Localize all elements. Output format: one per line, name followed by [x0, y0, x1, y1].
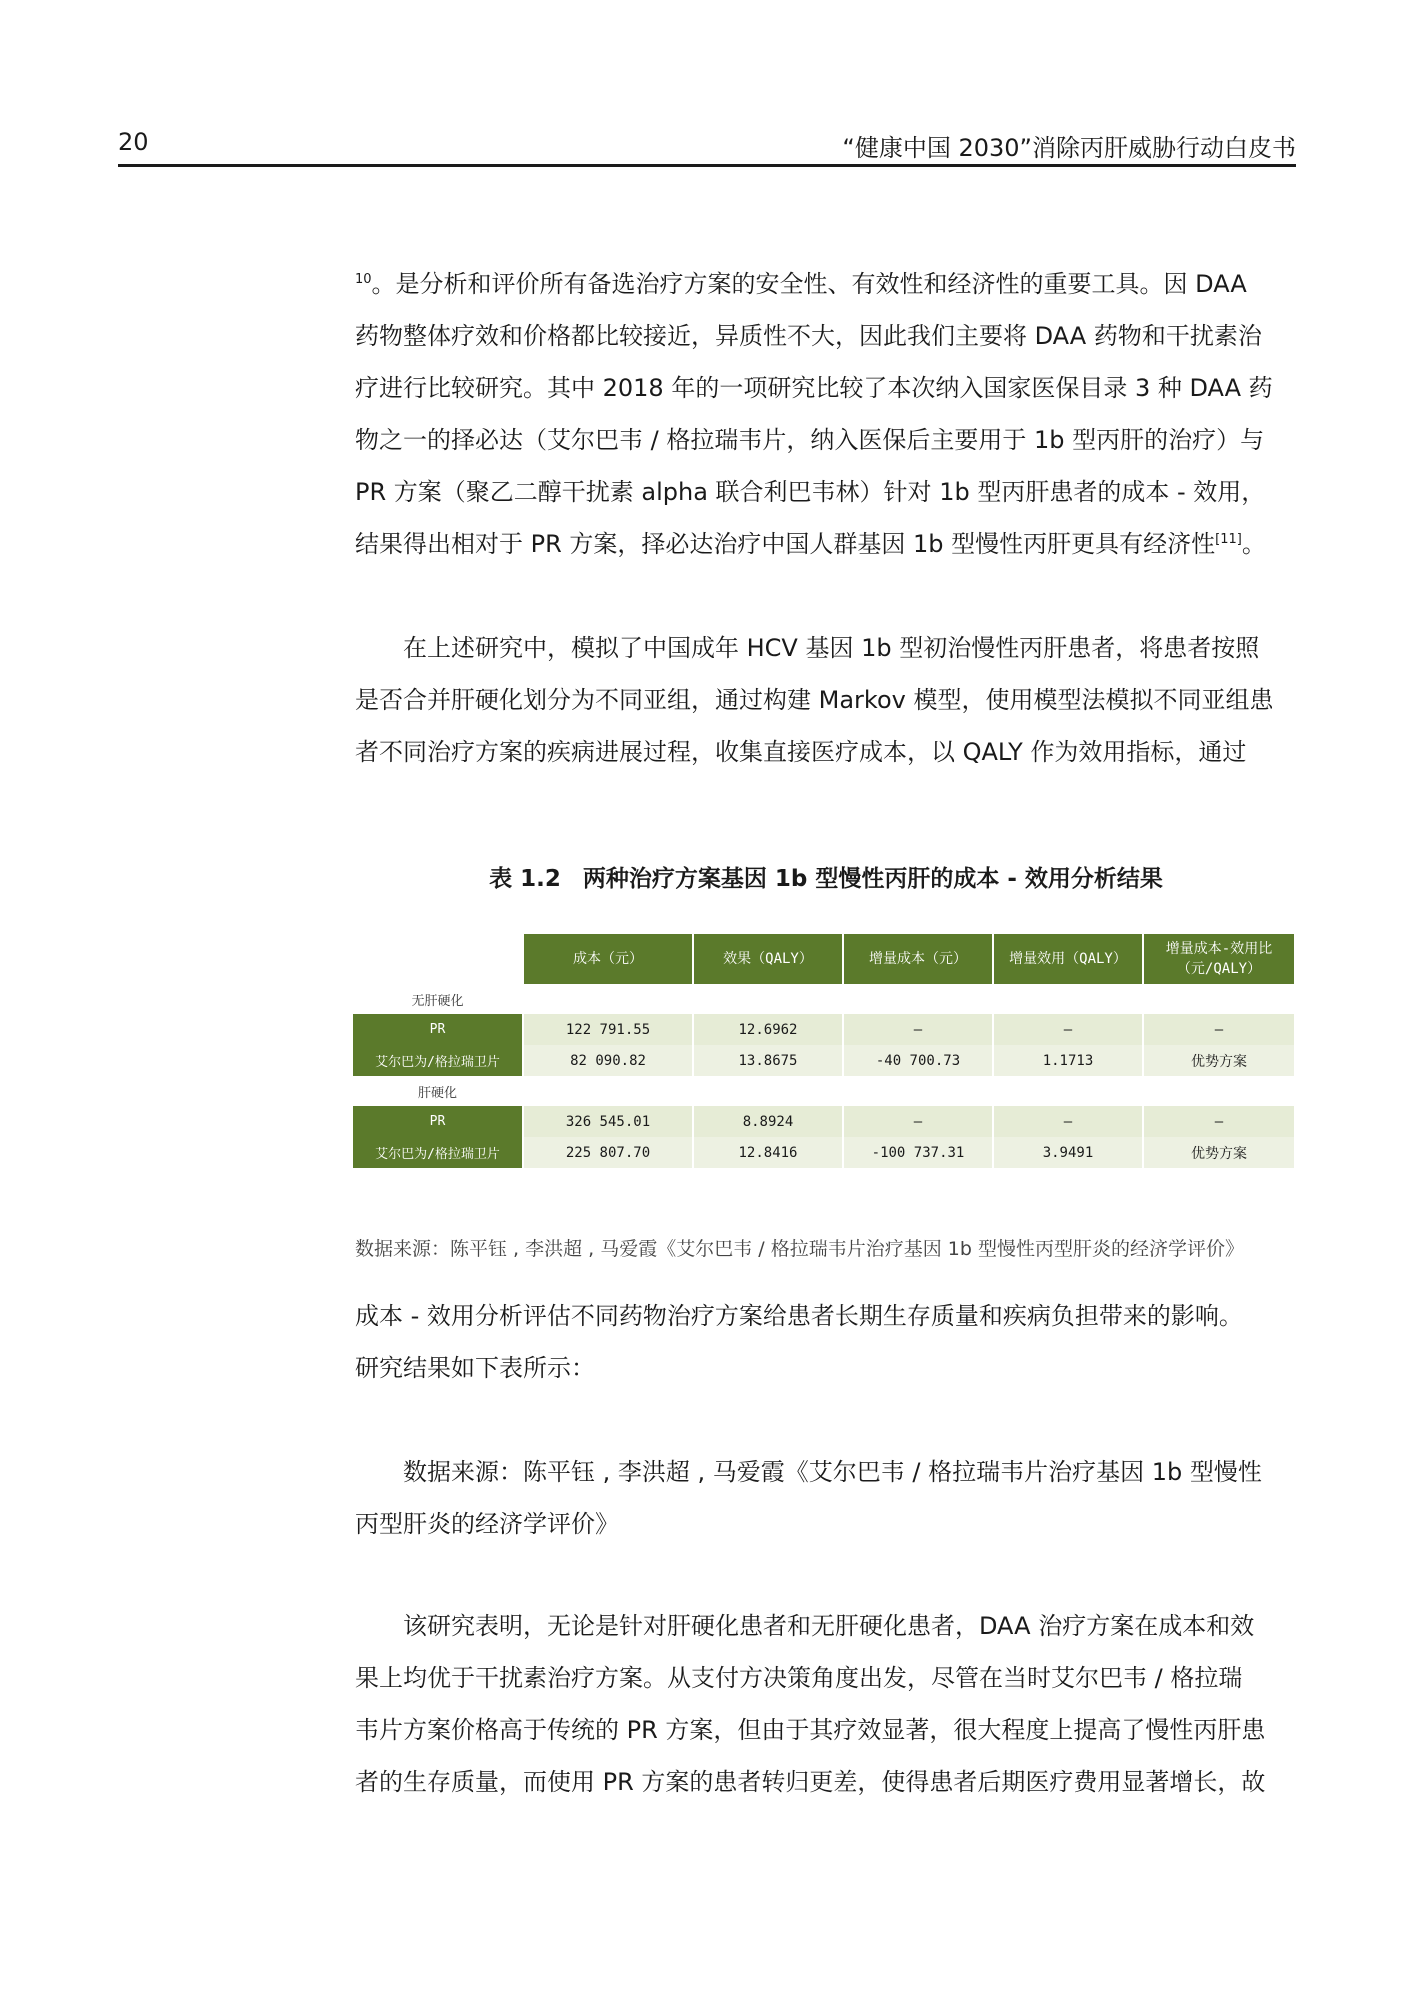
table-header-row: [353, 934, 1295, 984]
cell-icer: 优势方案: [1143, 1137, 1295, 1168]
cell-incremental-effect: –: [993, 1106, 1143, 1137]
row-label: PR: [353, 1014, 523, 1045]
text-line: 物之一的择必达（艾尔巴韦 / 格拉瑞韦片，纳入医保后主要用于 1b 型丙肝的治疗）与: [355, 426, 1265, 454]
text-line: 该研究表明，无论是针对肝硬化患者和无肝硬化患者，DAA 治疗方案在成本和效: [403, 1612, 1255, 1640]
text-line: 成本 - 效用分析评估不同药物治疗方案给患者长期生存质量和疾病负担带来的影响。: [355, 1302, 1243, 1330]
row-label: 艾尔巴为/格拉瑞卫片: [353, 1137, 523, 1168]
text-line: 结果得出相对于 PR 方案，择必达治疗中国人群基因 1b 型慢性丙肝更具有经济性[11]。: [355, 530, 1266, 558]
header-cost: 成本（元）: [523, 934, 693, 984]
cell-incremental-effect: 1.1713: [993, 1045, 1143, 1076]
cell-incremental-cost: -100 737.31: [843, 1137, 993, 1168]
header-blank-cell: [353, 934, 523, 984]
cell-cost: 122 791.55: [523, 1014, 693, 1045]
text-line: 者的生存质量，而使用 PR 方案的患者转归更差，使得患者后期医疗费用显著增长，故: [355, 1768, 1266, 1796]
page-number: 20: [118, 128, 149, 156]
text-line: 果上均优于干扰素治疗方案。从支付方决策角度出发，尽管在当时艾尔巴韦 / 格拉瑞: [355, 1664, 1243, 1692]
text-line: 数据来源：陈平钰 , 李洪超 , 马爱霞《艾尔巴韦 / 格拉瑞韦片治疗基因 1b 型慢性: [403, 1458, 1262, 1486]
text-line: 研究结果如下表所示：: [355, 1354, 595, 1382]
text-line: 是否合并肝硬化划分为不同亚组，通过构建 Markov 模型，使用模型法模拟不同亚组患: [355, 686, 1274, 714]
cell-cost: 82 090.82: [523, 1045, 693, 1076]
table-group-row: [353, 1076, 1295, 1106]
header-rule: [118, 164, 1296, 167]
table-row: [353, 1137, 1295, 1168]
text-line: 在上述研究中，模拟了中国成年 HCV 基因 1b 型初治慢性丙肝患者，将患者按照: [403, 634, 1260, 662]
cell-effect: 12.8416: [693, 1137, 843, 1168]
footnote-ref: [11]: [1215, 532, 1242, 547]
paragraph-data-source: [355, 1446, 1297, 1550]
cell-incremental-cost: –: [843, 1014, 993, 1045]
text-line: 韦片方案价格高于传统的 PR 方案，但由于其疗效显著，很大程度上提高了慢性丙肝患: [355, 1716, 1266, 1744]
text-line: 药物整体疗效和价格都比较接近，异质性不大，因此我们主要将 DAA 药物和干扰素治: [355, 322, 1262, 350]
cell-incremental-cost: –: [843, 1106, 993, 1137]
text-line: PR 方案（聚乙二醇干扰素 alpha 联合利巴韦林）针对 1b 型丙肝患者的成本 - 效用，: [355, 478, 1266, 506]
cell-incremental-effect: –: [993, 1014, 1143, 1045]
paragraph-cea-purpose: [355, 1290, 1297, 1394]
cell-icer: –: [1143, 1106, 1295, 1137]
cell-incremental-cost: -40 700.73: [843, 1045, 993, 1076]
cell-cost: 326 545.01: [523, 1106, 693, 1137]
cell-effect: 8.8924: [693, 1106, 843, 1137]
header-incremental-cost: 增量成本（元）: [843, 934, 993, 984]
footnote-ref: 10: [355, 272, 372, 287]
table-number: 表 1.2: [489, 866, 561, 892]
row-label: 艾尔巴为/格拉瑞卫片: [353, 1045, 523, 1076]
paragraph-study-method: [355, 622, 1297, 778]
cell-effect: 12.6962: [693, 1014, 843, 1045]
table-source-note: 数据来源：陈平钰 , 李洪超 , 马爱霞《艾尔巴韦 / 格拉瑞韦片治疗基因 1b 型慢性丙型肝炎的经济学评价》: [355, 1238, 1244, 1260]
paragraph-conclusion: [355, 1600, 1297, 1808]
cell-effect: 13.8675: [693, 1045, 843, 1076]
header-effect: 效果（QALY）: [693, 934, 843, 984]
table-row: [353, 1014, 1295, 1045]
text-line: 疗进行比较研究。其中 2018 年的一项研究比较了本次纳入国家医保目录 3 种 DAA 药: [355, 374, 1273, 402]
group-label: 肝硬化: [353, 1076, 523, 1106]
table-group-row: [353, 984, 1295, 1014]
cell-incremental-effect: 3.9491: [993, 1137, 1143, 1168]
paragraph-intro: [355, 258, 1297, 570]
header-icer: 增量成本-效用比 （元/QALY）: [1143, 934, 1295, 984]
table-title: 两种治疗方案基因 1b 型慢性丙肝的成本 - 效用分析结果: [582, 866, 1163, 892]
text-line: $^{10}$。是分析和评价所有备选治疗方案的安全性、有效性和经济性的重要工具。因 DAA: [355, 270, 1247, 298]
cell-icer: 优势方案: [1143, 1045, 1295, 1076]
text-line: 丙型肝炎的经济学评价》: [355, 1510, 619, 1538]
cell-icer: –: [1143, 1014, 1295, 1045]
table-caption: [355, 860, 1297, 893]
text-line: 者不同治疗方案的疾病进展过程，收集直接医疗成本，以 QALY 作为效用指标，通过: [355, 738, 1247, 766]
header-incremental-effect: 增量效用（QALY）: [993, 934, 1143, 984]
group-label: 无肝硬化: [353, 984, 523, 1014]
running-title: “健康中国 2030”消除丙肝威胁行动白皮书: [842, 134, 1296, 162]
cell-cost: 225 807.70: [523, 1137, 693, 1168]
row-label: PR: [353, 1106, 523, 1137]
table-row: [353, 1045, 1295, 1076]
table-row: [353, 1106, 1295, 1137]
cost-utility-table: [353, 934, 1296, 1168]
